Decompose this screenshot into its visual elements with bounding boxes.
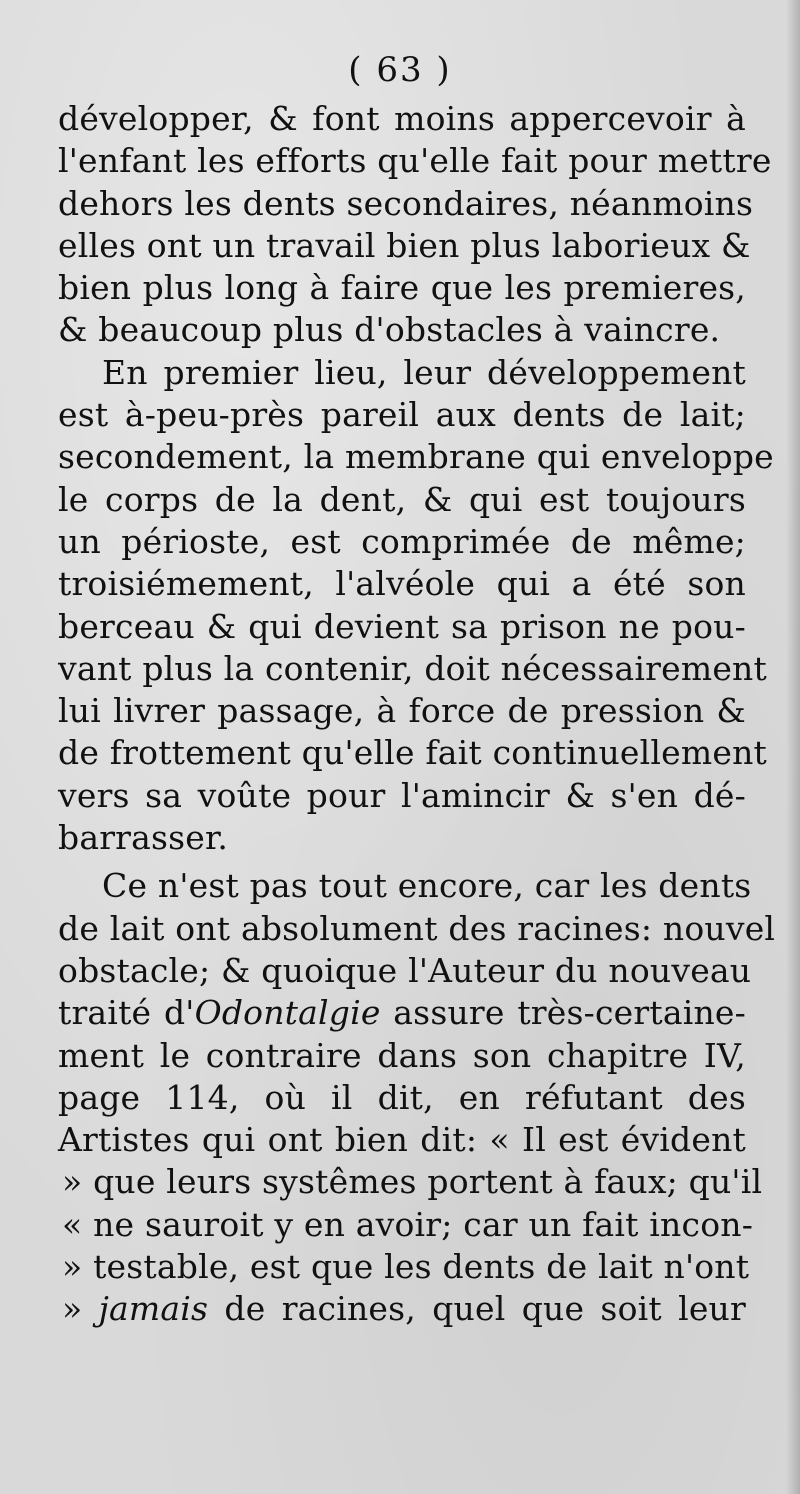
- page-edge-shadow: [786, 0, 800, 1494]
- text-line: » testable, est que les dents de lait n'ont: [62, 1247, 750, 1287]
- body-text: [58, 98, 776, 1331]
- text-line: & beaucoup plus d'obstacles à vaincre.: [58, 310, 721, 350]
- text-line: » que leurs systêmes portent à faux; qu'il: [62, 1162, 763, 1202]
- text-line: Artistes qui ont bien dit: « Il est évident: [58, 1120, 746, 1160]
- text-line: page 114, où il dit, en réfutant des: [58, 1077, 746, 1117]
- text-line: de frottement qu'elle fait continuellement: [58, 733, 768, 773]
- text-line: bien plus long à faire que les premieres,: [58, 268, 746, 308]
- text-line: Ce n'est pas tout encore, car les dents: [102, 866, 752, 906]
- text-line: développer, & font moins appercevoir à: [58, 99, 746, 138]
- text-line: elles ont un travail bien plus laborieux &: [58, 225, 751, 265]
- text-line: lui livrer passage, à force de pression &: [58, 691, 746, 731]
- text-line: dehors les dents secondaires, néanmoins: [58, 183, 754, 223]
- text-line: secondement, la membrane qui enveloppe: [58, 437, 774, 477]
- text-line: « ne sauroit y en avoir; car un fait incon-: [62, 1204, 754, 1244]
- text-line: traité d'Odontalgie assure très-certaine-: [58, 993, 746, 1033]
- text-line: troisiémement, l'alvéole qui a été son: [58, 564, 746, 604]
- text-line: obstacle; & quoique l'Auteur du nouveau: [58, 950, 752, 990]
- text-line: En premier lieu, leur développement: [102, 352, 746, 392]
- text-line: de lait ont absolument des racines: nouvel: [58, 908, 776, 948]
- text-line: vant plus la contenir, doit nécessairement: [58, 648, 767, 688]
- text-line: l'enfant les efforts qu'elle fait pour mettre: [58, 141, 772, 181]
- text-line: est à-peu-près pareil aux dents de lait;: [58, 395, 746, 435]
- page-number: ( 63 ): [348, 50, 452, 90]
- text-line: le corps de la dent, & qui est toujours: [58, 479, 746, 519]
- text-line: un périoste, est comprimée de même;: [58, 521, 746, 561]
- text-line: vers sa voûte pour l'amincir & s'en dé-: [58, 775, 746, 815]
- text-line: ment le contraire dans son chapitre IV,: [58, 1035, 746, 1075]
- text-line: berceau & qui devient sa prison ne pou-: [58, 606, 746, 646]
- text-line: » jamais de racines, quel que soit leur: [62, 1289, 746, 1329]
- text-line: barrasser.: [58, 818, 229, 858]
